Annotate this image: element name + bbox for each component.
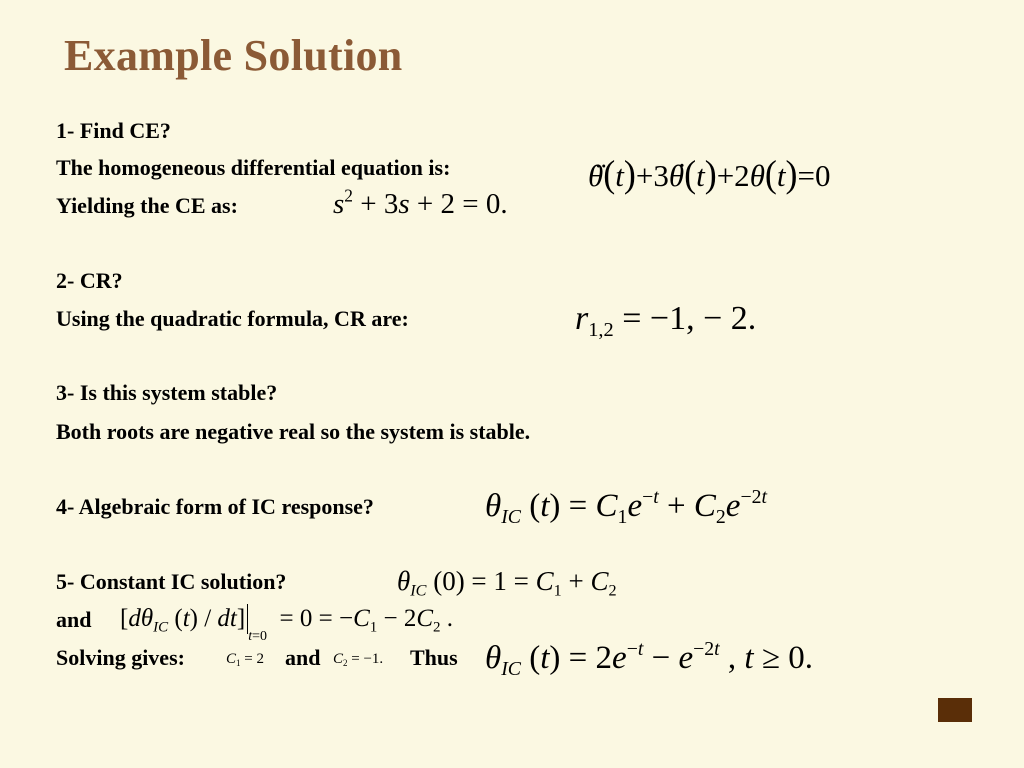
derivative-condition: [$d\theta_{IC}$ $(t) / dt]_{t=0} = 0 = -C_1 - 2C_2$ .: [120, 605, 454, 644]
thus-label: Thus: [410, 645, 458, 670]
c2-value: $C_2 = -1$.: [333, 651, 384, 669]
ic-form-equation: $\theta_{IC}$ $(t) = C_1e^{-t} + C_2e^{-2t}$: [485, 486, 767, 528]
step-2-heading: 2- CR?: [56, 268, 123, 293]
c1-value: $C_1 = 2$: [226, 651, 264, 669]
homogeneous-eq-label: The homogeneous differential equation is:: [56, 155, 451, 180]
quadratic-label: Using the quadratic formula, CR are:: [56, 306, 409, 331]
solution-equation: $\theta_{IC}$ $(t) = 2e^{-t} - e^{-2t}$ , t ≥ 0.: [485, 638, 813, 680]
solving-gives-label: Solving gives:: [56, 645, 185, 670]
step-4-heading: 4- Algebraic form of IC response?: [56, 494, 374, 519]
slide-title: Example Solution: [64, 31, 403, 80]
roots-equation: $r_{1,2} = -1$, − 2.: [575, 300, 757, 342]
stability-answer: Both roots are negative real so the system is stable.: [56, 419, 531, 444]
ce-label: Yielding the CE as:: [56, 193, 238, 218]
and-label-2: and: [285, 645, 321, 670]
step-1-heading: 1- Find CE?: [56, 118, 171, 143]
step-5-heading: 5- Constant IC solution?: [56, 569, 287, 594]
ic-zero-equation: $\theta_{IC}$ $(0) = 1 = C_1 + C_2$: [397, 566, 617, 600]
ode-equation: ¨ θ(t)+3˙ θ(t)+2θ(t)=0: [588, 156, 831, 192]
step-3-heading: 3- Is this system stable?: [56, 380, 278, 405]
and-label: and: [56, 607, 92, 632]
corner-box: [938, 698, 972, 722]
ce-equation: $s^2 + 3s + 2 = 0$.: [333, 185, 508, 220]
